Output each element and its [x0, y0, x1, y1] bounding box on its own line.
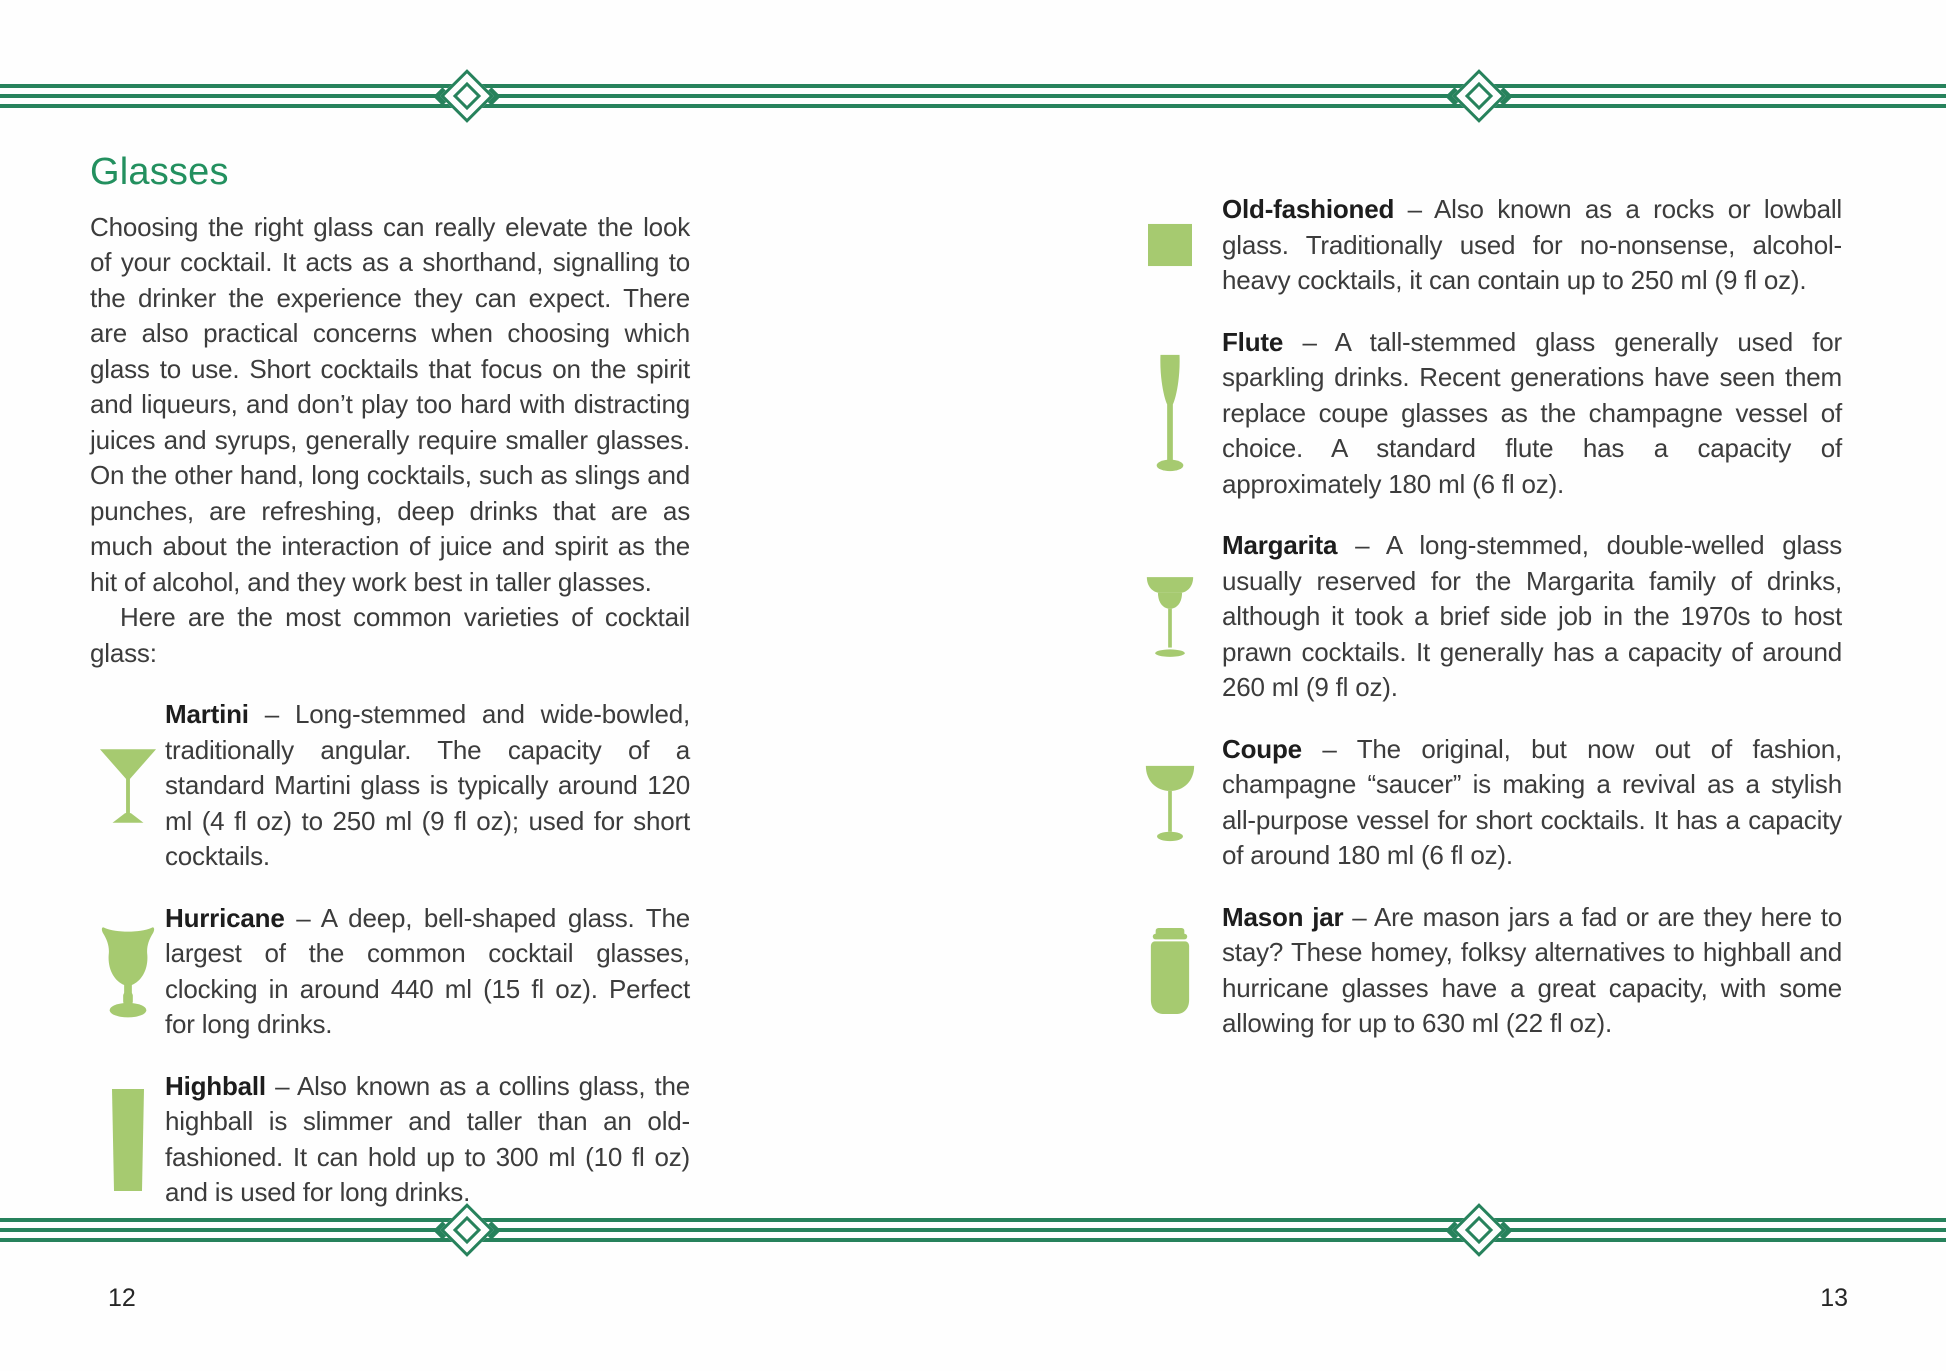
intro-paragraph: Choosing the right glass can really elevate the look of your cocktail. It acts as a shorthand, signalling to the drinker the experience they can expect. There are also practical concerns when choosing which glass to use. Short cocktails that focus on the spirit and liqueurs, and don’t play too hard with distracting juices and syrups, generally require smaller glasses. On the other hand, long cocktails, such as slings and punches, are refreshing, deep drinks that are as much about the interaction of juice and spirit as the hit of alcohol, and they work best in taller glasses. [90, 211, 690, 597]
glass-description: A long-stemmed, double-welled glass usually reserved for the Margarita family of drinks, although it took a brief side job in the 1970s to host prawn cocktails. It generally has a capacity of around 260 ml (9 fl oz). [1222, 530, 1842, 702]
glass-entry-flute [1140, 325, 1842, 503]
glass-term: Mason jar [1222, 901, 1344, 932]
highball-glass-icon [108, 1088, 148, 1192]
dash: – [275, 1070, 290, 1101]
glass-term: Coupe [1222, 733, 1302, 764]
glass-term: Margarita [1222, 530, 1338, 560]
glass-description: Also known as a collins glass, the highball is slimmer and taller than an old-fashioned. It can hold up to 300 ml (10 fl oz) and is used for long drinks. [165, 1070, 690, 1208]
bottom-border-rule [0, 1218, 1946, 1242]
glass-description: Are mason jars a fad or are they here to stay? These homey, folksy alternatives to highball and hurricane glasses have a great capacity, with some allowing for up to 630 ml (22 fl oz). [1222, 901, 1842, 1038]
glass-entry-coupe [1140, 732, 1842, 874]
glass-entry-martini [90, 697, 690, 875]
glass-term: Old-fashioned [1222, 194, 1395, 224]
glass-entry-mason-jar [1140, 900, 1842, 1042]
glass-description: A deep, bell-shaped glass. The largest of the common cocktail glasses, clocking in around 440 ml (15 fl oz). Perfect for long drinks. [165, 902, 690, 1040]
glass-description: A tall-stemmed glass generally used for sparkling drinks. Recent generations have seen them replace coupe glasses as the champagne vessel of choice. A standard flute has a capacity of approximately 180 ml (6 fl oz). [1222, 326, 1843, 499]
dash: – [1407, 194, 1422, 224]
glass-description: Also known as a rocks or lowball glass. Traditionally used for no-nonsense, alcohol-heavy cocktails, it can contain up to 250 ml (9 fl oz). [1222, 194, 1842, 295]
page-title: Glasses [90, 151, 229, 193]
dash: – [1352, 901, 1367, 932]
glass-term: Flute [1222, 326, 1284, 357]
glass-description: Long-stemmed and wide-bowled, traditionally angular. The capacity of a standard Martini glass is typically around 120 ml (4 fl oz) to 250 ml (9 fl oz); used for short cocktails. [165, 699, 690, 872]
flute-glass-icon [1150, 353, 1190, 473]
page-right [973, 0, 1946, 1371]
page-number: 13 [1820, 1284, 1848, 1312]
dash: – [1322, 733, 1337, 764]
page-number: 12 [108, 1284, 136, 1312]
old-fashioned-glass-icon [1147, 223, 1193, 267]
glass-entry-highball [90, 1069, 690, 1211]
glass-term: Highball [165, 1070, 266, 1101]
glass-term: Martini [165, 699, 249, 730]
dash: – [1355, 530, 1370, 560]
glass-description: The original, but now out of fashion, champagne “saucer” is making a revival as a stylish all-purpose vessel for short cocktails. It has a capacity of around 180 ml (6 fl oz). [1222, 733, 1843, 870]
hurricane-glass-icon [99, 924, 157, 1019]
coupe-glass-icon [1144, 764, 1196, 842]
glass-entry-old-fashioned [1140, 192, 1842, 299]
intro-lead-in: Here are the most common varieties of cocktail glass: [90, 602, 690, 668]
glass-entry-margarita [1140, 528, 1842, 706]
glass-entry-hurricane [90, 901, 690, 1043]
margarita-glass-icon [1145, 575, 1195, 659]
dash: – [1302, 326, 1317, 357]
martini-glass-icon [99, 746, 157, 826]
mason-jar-icon [1148, 927, 1192, 1015]
glass-term: Hurricane [165, 902, 285, 933]
dash: – [264, 699, 280, 730]
dash: – [296, 902, 311, 933]
